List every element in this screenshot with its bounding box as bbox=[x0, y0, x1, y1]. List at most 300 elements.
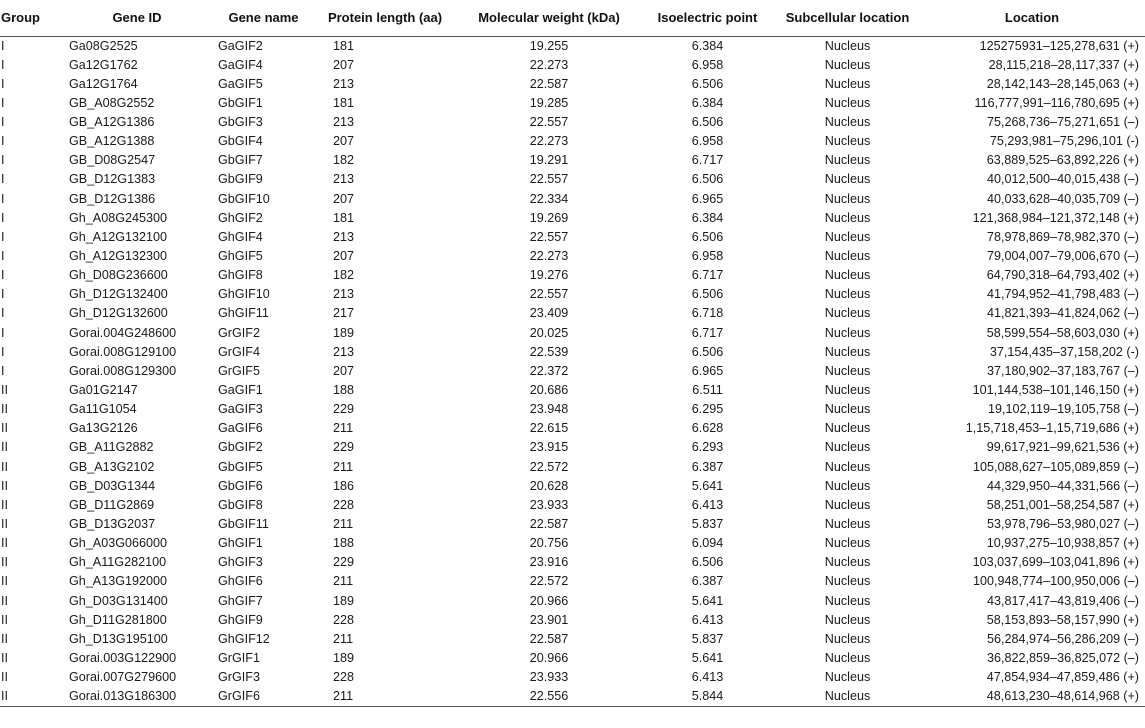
cell-group: II bbox=[1, 459, 8, 474]
cell-isoelectric-point: 6.965 bbox=[691, 363, 724, 378]
cell-subcellular-location: Nucleus bbox=[824, 497, 871, 512]
cell-subcellular-location: Nucleus bbox=[824, 650, 871, 665]
cell-isoelectric-point: 6.718 bbox=[691, 306, 724, 321]
cell-gene-id: Gorai.008G129100 bbox=[69, 344, 177, 359]
cell-gene-name: GrGIF2 bbox=[218, 325, 260, 340]
cell-protein-length: 228 bbox=[333, 670, 355, 685]
cell-gene-name: GhGIF10 bbox=[218, 287, 270, 302]
cell-protein-length: 182 bbox=[333, 153, 355, 168]
cell-subcellular-location: Nucleus bbox=[824, 191, 871, 206]
cell-gene-id: Gorai.004G248600 bbox=[69, 325, 177, 340]
cell-subcellular-location: Nucleus bbox=[824, 612, 871, 627]
cell-gene-id: GB_D13G2037 bbox=[69, 516, 156, 531]
table-header-row bbox=[0, 0, 1145, 36]
cell-molecular-weight: 19.255 bbox=[529, 38, 569, 53]
cell-gene-id: Gh_A12G132300 bbox=[69, 248, 168, 263]
cell-molecular-weight: 22.557 bbox=[529, 287, 569, 302]
cell-protein-length: 211 bbox=[333, 516, 354, 531]
cell-gene-id: Gh_D03G131400 bbox=[69, 593, 168, 608]
table-row bbox=[0, 323, 1145, 342]
cell-molecular-weight: 22.587 bbox=[529, 631, 569, 646]
cell-subcellular-location: Nucleus bbox=[824, 421, 871, 436]
cell-protein-length: 181 bbox=[333, 210, 355, 225]
cell-molecular-weight: 22.557 bbox=[529, 172, 569, 187]
cell-molecular-weight: 22.587 bbox=[529, 76, 569, 91]
cell-location: 53,978,796–53,980,027 (–) bbox=[987, 516, 1139, 531]
table-row bbox=[0, 75, 1145, 94]
cell-gene-id: Ga12G1762 bbox=[69, 57, 138, 72]
cell-gene-name: GhGIF8 bbox=[218, 268, 263, 283]
cell-gene-id: Gh_A03G066000 bbox=[69, 536, 168, 551]
cell-gene-id: Gh_A11G282100 bbox=[69, 555, 167, 570]
cell-gene-name: GrGIF1 bbox=[218, 650, 260, 665]
cell-location: 103,037,699–103,041,896 (+) bbox=[972, 555, 1139, 570]
cell-protein-length: 207 bbox=[333, 191, 355, 206]
cell-location: 78,978,869–78,982,370 (–) bbox=[987, 229, 1139, 244]
cell-group: I bbox=[1, 38, 5, 53]
cell-subcellular-location: Nucleus bbox=[824, 670, 871, 685]
cell-group: I bbox=[1, 287, 5, 302]
cell-group: I bbox=[1, 306, 5, 321]
cell-group: I bbox=[1, 76, 5, 91]
cell-isoelectric-point: 6.506 bbox=[691, 344, 724, 359]
cell-gene-id: Ga12G1764 bbox=[69, 76, 138, 91]
cell-molecular-weight: 22.557 bbox=[529, 114, 569, 129]
header-molecular-weight: Molecular weight (kDa) bbox=[459, 0, 639, 36]
cell-group: I bbox=[1, 344, 5, 359]
table-row bbox=[0, 477, 1145, 496]
cell-group: II bbox=[1, 497, 8, 512]
cell-gene-id: Gh_D08G236600 bbox=[69, 268, 168, 283]
cell-gene-id: Gorai.013G186300 bbox=[58, 687, 216, 707]
cell-protein-length: 213 bbox=[333, 229, 355, 244]
cell-gene-id: GB_D11G2869 bbox=[69, 497, 155, 512]
cell-molecular-weight: 19.276 bbox=[529, 268, 569, 283]
cell-molecular-weight: 23.948 bbox=[529, 402, 569, 417]
cell-subcellular-location: Nucleus bbox=[824, 114, 871, 129]
cell-isoelectric-point: 5.837 bbox=[691, 631, 724, 646]
cell-subcellular-location: Nucleus bbox=[824, 38, 871, 53]
cell-group: I bbox=[1, 134, 5, 149]
cell-gene-id: GB_A08G2552 bbox=[69, 95, 155, 110]
cell-gene-name: GaGIF5 bbox=[218, 76, 263, 91]
cell-gene-name: GbGIF7 bbox=[218, 153, 263, 168]
cell-group: I bbox=[1, 95, 5, 110]
table-row bbox=[0, 113, 1145, 132]
cell-location: 99,617,921–99,621,536 (+) bbox=[986, 440, 1139, 455]
cell-gene-name: GbGIF3 bbox=[218, 114, 263, 129]
cell-location: 121,368,984–121,372,148 (+) bbox=[972, 210, 1139, 225]
cell-protein-length: 213 bbox=[333, 76, 355, 91]
cell-molecular-weight: 22.334 bbox=[529, 191, 569, 206]
cell-gene-name: GhGIF6 bbox=[218, 574, 263, 589]
cell-subcellular-location: Nucleus bbox=[824, 95, 871, 110]
table-row bbox=[0, 668, 1145, 687]
cell-gene-id: Gh_A12G132100 bbox=[69, 229, 168, 244]
cell-gene-id: Gh_D11G281800 bbox=[69, 612, 167, 627]
cell-isoelectric-point: 5.641 bbox=[691, 593, 724, 608]
cell-molecular-weight: 22.572 bbox=[529, 574, 569, 589]
header-location: Location bbox=[919, 0, 1145, 36]
cell-protein-length: 188 bbox=[333, 382, 355, 397]
cell-protein-length: 207 bbox=[333, 57, 355, 72]
cell-isoelectric-point: 6.958 bbox=[691, 134, 724, 149]
cell-location: 58,153,893–58,157,990 (+) bbox=[986, 612, 1139, 627]
cell-group: II bbox=[1, 516, 8, 531]
table-row bbox=[0, 228, 1145, 247]
header-gene-id: Gene ID bbox=[58, 0, 216, 36]
cell-group: I bbox=[1, 248, 5, 263]
table-row bbox=[0, 151, 1145, 170]
cell-gene-name: GhGIF3 bbox=[218, 555, 263, 570]
cell-gene-id: Gh_A08G245300 bbox=[69, 210, 168, 225]
cell-isoelectric-point: 5.641 bbox=[691, 478, 724, 493]
cell-protein-length: 211 bbox=[333, 631, 354, 646]
table-row bbox=[0, 496, 1145, 515]
table-row bbox=[0, 209, 1145, 228]
cell-subcellular-location: Nucleus bbox=[824, 574, 871, 589]
table-row bbox=[0, 304, 1145, 323]
cell-location: 1,15,718,453–1,15,719,686 (+) bbox=[965, 421, 1139, 436]
cell-gene-name: GhGIF2 bbox=[218, 210, 263, 225]
cell-subcellular-location: Nucleus bbox=[824, 268, 871, 283]
cell-protein-length: 211 bbox=[333, 459, 354, 474]
cell-protein-length: 229 bbox=[333, 555, 355, 570]
cell-isoelectric-point: 6.628 bbox=[691, 421, 724, 436]
cell-gene-name: GhGIF5 bbox=[218, 248, 263, 263]
cell-molecular-weight: 20.025 bbox=[529, 325, 569, 340]
cell-isoelectric-point: 6.965 bbox=[691, 191, 724, 206]
cell-protein-length: 229 bbox=[333, 402, 355, 417]
cell-isoelectric-point: 6.094 bbox=[691, 536, 724, 551]
cell-molecular-weight: 23.915 bbox=[529, 440, 569, 455]
cell-isoelectric-point: 6.387 bbox=[691, 574, 724, 589]
cell-location: 10,937,275–10,938,857 (+) bbox=[986, 536, 1139, 551]
cell-location: 63,889,525–63,892,226 (+) bbox=[986, 153, 1139, 168]
cell-group: I bbox=[1, 57, 5, 72]
cell-gene-name: GbGIF8 bbox=[218, 497, 263, 512]
cell-protein-length: 182 bbox=[333, 268, 355, 283]
cell-gene-id: GB_A13G2102 bbox=[69, 459, 155, 474]
cell-molecular-weight: 22.587 bbox=[529, 516, 569, 531]
cell-protein-length: 207 bbox=[333, 134, 355, 149]
cell-gene-id: GB_A11G2882 bbox=[69, 440, 154, 455]
cell-isoelectric-point: 6.384 bbox=[691, 95, 724, 110]
cell-molecular-weight: 19.291 bbox=[529, 153, 569, 168]
cell-group: I bbox=[1, 268, 5, 283]
cell-gene-id: Ga13G2126 bbox=[69, 421, 138, 436]
cell-molecular-weight: 20.756 bbox=[529, 536, 569, 551]
cell-protein-length: 207 bbox=[333, 363, 355, 378]
cell-group: I bbox=[1, 172, 5, 187]
cell-subcellular-location: Nucleus bbox=[824, 516, 871, 531]
cell-gene-id: Gorai.007G279600 bbox=[69, 670, 177, 685]
table-row bbox=[0, 553, 1145, 572]
cell-location: 125275931–125,278,631 (+) bbox=[979, 38, 1139, 53]
cell-group: I bbox=[1, 114, 5, 129]
cell-isoelectric-point: 6.506 bbox=[691, 229, 724, 244]
cell-isoelectric-point: 6.506 bbox=[691, 76, 724, 91]
cell-gene-name: GbGIF11 bbox=[218, 516, 269, 531]
cell-group: II bbox=[1, 612, 8, 627]
cell-protein-length: 181 bbox=[333, 38, 355, 53]
table-row bbox=[0, 94, 1145, 113]
cell-isoelectric-point: 6.717 bbox=[691, 153, 724, 168]
table-row bbox=[0, 457, 1145, 476]
table-row bbox=[0, 611, 1145, 630]
cell-molecular-weight: 23.933 bbox=[529, 497, 569, 512]
cell-molecular-weight: 22.615 bbox=[529, 421, 569, 436]
cell-location: 56,284,974–56,286,209 (–) bbox=[987, 631, 1139, 646]
cell-group: I bbox=[1, 191, 5, 206]
cell-molecular-weight: 23.933 bbox=[529, 670, 569, 685]
cell-gene-id: GB_D12G1386 bbox=[69, 191, 156, 206]
table-row bbox=[0, 649, 1145, 668]
header-isoelectric-point: Isoelectric point bbox=[639, 0, 776, 36]
cell-location: 75,293,981–75,296,101 (-) bbox=[989, 134, 1139, 149]
cell-gene-name: GbGIF10 bbox=[218, 191, 270, 206]
cell-protein-length: 211 bbox=[311, 687, 459, 707]
cell-gene-name: GbGIF9 bbox=[218, 172, 263, 187]
cell-subcellular-location: Nucleus bbox=[824, 57, 871, 72]
cell-protein-length: 217 bbox=[333, 306, 355, 321]
cell-protein-length: 188 bbox=[333, 536, 355, 551]
cell-molecular-weight: 22.372 bbox=[529, 363, 569, 378]
cell-gene-id: GB_A12G1386 bbox=[69, 114, 155, 129]
table-row bbox=[0, 381, 1145, 400]
cell-protein-length: 228 bbox=[333, 497, 355, 512]
table-row bbox=[0, 36, 1145, 56]
cell-gene-name: GrGIF6 bbox=[216, 687, 311, 707]
cell-group: II bbox=[1, 670, 8, 685]
cell-molecular-weight: 23.901 bbox=[529, 612, 569, 627]
cell-protein-length: 228 bbox=[333, 612, 355, 627]
cell-isoelectric-point: 6.506 bbox=[691, 555, 724, 570]
cell-group: II bbox=[1, 536, 8, 551]
cell-protein-length: 189 bbox=[333, 593, 355, 608]
table-row bbox=[0, 343, 1145, 362]
cell-subcellular-location: Nucleus bbox=[824, 402, 871, 417]
cell-protein-length: 189 bbox=[333, 650, 355, 665]
cell-gene-name: GrGIF4 bbox=[218, 344, 260, 359]
cell-protein-length: 211 bbox=[333, 421, 354, 436]
cell-isoelectric-point: 6.295 bbox=[691, 402, 724, 417]
cell-molecular-weight: 22.556 bbox=[459, 687, 639, 707]
cell-location: 43,817,417–43,819,406 (–) bbox=[987, 593, 1139, 608]
cell-subcellular-location: Nucleus bbox=[824, 363, 871, 378]
cell-gene-name: GbGIF6 bbox=[218, 478, 263, 493]
cell-group: II bbox=[1, 421, 8, 436]
cell-gene-id: GB_D03G1344 bbox=[69, 478, 156, 493]
cell-gene-name: GaGIF6 bbox=[218, 421, 263, 436]
cell-gene-id: Gh_A13G192000 bbox=[69, 574, 168, 589]
table-row bbox=[0, 515, 1145, 534]
cell-location: 41,794,952–41,798,483 (–) bbox=[987, 287, 1139, 302]
cell-location: 36,822,859–36,825,072 (–) bbox=[987, 650, 1139, 665]
table-row bbox=[0, 572, 1145, 591]
cell-protein-length: 213 bbox=[333, 287, 355, 302]
cell-group: II bbox=[1, 631, 8, 646]
cell-gene-id: GB_D08G2547 bbox=[69, 153, 156, 168]
cell-group: II bbox=[1, 382, 8, 397]
table-row bbox=[0, 189, 1145, 208]
cell-isoelectric-point: 6.413 bbox=[691, 612, 724, 627]
cell-gene-id: Ga11G1054 bbox=[69, 402, 137, 417]
cell-group: II bbox=[1, 440, 8, 455]
cell-isoelectric-point: 5.844 bbox=[639, 687, 776, 707]
cell-location: 75,268,736–75,271,651 (–) bbox=[987, 114, 1139, 129]
cell-gene-id: GB_D12G1383 bbox=[69, 172, 156, 187]
cell-location: 58,251,001–58,254,587 (+) bbox=[986, 497, 1139, 512]
header-protein-length: Protein length (aa) bbox=[311, 0, 459, 36]
cell-gene-name: GhGIF12 bbox=[218, 631, 270, 646]
table-row bbox=[0, 400, 1145, 419]
cell-location: 64,790,318–64,793,402 (+) bbox=[986, 268, 1139, 283]
cell-gene-name: GhGIF7 bbox=[218, 593, 263, 608]
cell-isoelectric-point: 6.717 bbox=[691, 325, 724, 340]
cell-gene-name: GbGIF4 bbox=[218, 134, 263, 149]
cell-gene-id: Gorai.008G129300 bbox=[69, 363, 177, 378]
cell-isoelectric-point: 6.717 bbox=[691, 268, 724, 283]
table-row bbox=[0, 591, 1145, 610]
cell-location: 40,012,500–40,015,438 (–) bbox=[987, 172, 1139, 187]
cell-isoelectric-point: 6.413 bbox=[691, 670, 724, 685]
cell-subcellular-location: Nucleus bbox=[824, 210, 871, 225]
header-subcellular-location: Subcellular location bbox=[776, 0, 919, 36]
cell-molecular-weight: 19.285 bbox=[529, 95, 569, 110]
cell-group: II bbox=[1, 593, 8, 608]
cell-molecular-weight: 20.966 bbox=[529, 650, 569, 665]
cell-gene-name: GbGIF1 bbox=[218, 95, 263, 110]
cell-protein-length: 213 bbox=[333, 344, 355, 359]
cell-group: II bbox=[1, 650, 8, 665]
table-row bbox=[0, 247, 1145, 266]
table-row bbox=[0, 170, 1145, 189]
cell-subcellular-location: Nucleus bbox=[824, 555, 871, 570]
table-row bbox=[0, 687, 1145, 707]
cell-group: I bbox=[1, 363, 5, 378]
cell-molecular-weight: 20.686 bbox=[529, 382, 569, 397]
cell-molecular-weight: 22.273 bbox=[529, 134, 569, 149]
cell-location: 28,142,143–28,145,063 (+) bbox=[986, 76, 1139, 91]
cell-molecular-weight: 22.539 bbox=[529, 344, 569, 359]
cell-protein-length: 189 bbox=[333, 325, 355, 340]
cell-location: 105,088,627–105,089,859 (–) bbox=[973, 459, 1139, 474]
cell-subcellular-location: Nucleus bbox=[824, 459, 871, 474]
table-row bbox=[0, 56, 1145, 75]
cell-gene-name: GaGIF1 bbox=[218, 382, 263, 397]
cell-isoelectric-point: 6.293 bbox=[691, 440, 724, 455]
cell-subcellular-location: Nucleus bbox=[824, 593, 871, 608]
cell-group: I bbox=[1, 210, 5, 225]
cell-subcellular-location: Nucleus bbox=[824, 172, 871, 187]
table-row bbox=[0, 132, 1145, 151]
table-row bbox=[0, 534, 1145, 553]
cell-isoelectric-point: 6.511 bbox=[692, 382, 723, 397]
cell-molecular-weight: 20.628 bbox=[529, 478, 569, 493]
cell-location: 37,180,902–37,183,767 (–) bbox=[987, 363, 1139, 378]
cell-molecular-weight: 22.557 bbox=[529, 229, 569, 244]
cell-gene-name: GhGIF9 bbox=[218, 612, 263, 627]
cell-isoelectric-point: 6.958 bbox=[691, 57, 724, 72]
cell-gene-id: Ga01G2147 bbox=[69, 382, 138, 397]
cell-protein-length: 211 bbox=[333, 574, 354, 589]
header-gene-name: Gene name bbox=[216, 0, 311, 36]
cell-subcellular-location: Nucleus bbox=[824, 382, 871, 397]
table-row bbox=[0, 285, 1145, 304]
cell-subcellular-location: Nucleus bbox=[824, 134, 871, 149]
table-row bbox=[0, 438, 1145, 457]
cell-gene-id: Gh_D13G195100 bbox=[69, 631, 168, 646]
cell-group: II bbox=[1, 478, 8, 493]
table-row bbox=[0, 419, 1145, 438]
cell-subcellular-location: Nucleus bbox=[824, 287, 871, 302]
cell-subcellular-location: Nucleus bbox=[824, 344, 871, 359]
table-body bbox=[0, 36, 1145, 707]
cell-location: 44,329,950–44,331,566 (–) bbox=[987, 478, 1139, 493]
cell-gene-id: GB_A12G1388 bbox=[69, 134, 155, 149]
cell-isoelectric-point: 6.387 bbox=[691, 459, 724, 474]
cell-molecular-weight: 23.409 bbox=[529, 306, 569, 321]
cell-gene-name: GhGIF4 bbox=[218, 229, 263, 244]
cell-location: 40,033,628–40,035,709 (–) bbox=[987, 191, 1139, 206]
cell-molecular-weight: 23.916 bbox=[529, 555, 569, 570]
cell-group: I bbox=[1, 229, 5, 244]
cell-protein-length: 207 bbox=[333, 248, 355, 263]
cell-gene-id: Gorai.003G122900 bbox=[69, 650, 177, 665]
cell-protein-length: 213 bbox=[333, 172, 355, 187]
cell-subcellular-location: Nucleus bbox=[824, 76, 871, 91]
cell-subcellular-location: Nucleus bbox=[824, 306, 871, 321]
cell-isoelectric-point: 6.506 bbox=[691, 114, 724, 129]
cell-gene-name: GbGIF5 bbox=[218, 459, 263, 474]
cell-subcellular-location: Nucleus bbox=[824, 229, 871, 244]
cell-group: I bbox=[1, 153, 5, 168]
cell-location: 28,115,218–28,117,337 (+) bbox=[988, 57, 1139, 72]
cell-gene-id: Gh_D12G132600 bbox=[69, 306, 168, 321]
cell-gene-name: GhGIF11 bbox=[218, 306, 269, 321]
cell-molecular-weight: 22.273 bbox=[529, 248, 569, 263]
cell-gene-name: GrGIF5 bbox=[218, 363, 260, 378]
cell-protein-length: 229 bbox=[333, 440, 355, 455]
header-group: Group bbox=[0, 0, 58, 36]
cell-subcellular-location: Nucleus bbox=[824, 248, 871, 263]
cell-gene-name: GhGIF1 bbox=[218, 536, 263, 551]
cell-isoelectric-point: 5.837 bbox=[691, 516, 724, 531]
cell-subcellular-location: Nucleus bbox=[824, 478, 871, 493]
table-row bbox=[0, 630, 1145, 649]
cell-group: II bbox=[1, 402, 8, 417]
cell-molecular-weight: 22.273 bbox=[529, 57, 569, 72]
cell-group: II bbox=[0, 687, 58, 707]
cell-location: 48,613,230–48,614,968 (+) bbox=[919, 687, 1145, 707]
cell-isoelectric-point: 6.506 bbox=[691, 172, 724, 187]
cell-location: 58,599,554–58,603,030 (+) bbox=[986, 325, 1139, 340]
cell-isoelectric-point: 6.413 bbox=[691, 497, 724, 512]
table-row bbox=[0, 266, 1145, 285]
cell-subcellular-location: Nucleus bbox=[824, 325, 871, 340]
cell-subcellular-location: Nucleus bbox=[824, 440, 871, 455]
cell-location: 101,144,538–101,146,150 (+) bbox=[972, 382, 1139, 397]
cell-location: 37,154,435–37,158,202 (-) bbox=[989, 344, 1139, 359]
cell-gene-name: GbGIF2 bbox=[218, 440, 263, 455]
cell-gene-name: GrGIF3 bbox=[218, 670, 260, 685]
cell-subcellular-location: Nucleus bbox=[776, 687, 919, 707]
cell-location: 41,821,393–41,824,062 (–) bbox=[987, 306, 1139, 321]
cell-isoelectric-point: 6.384 bbox=[691, 38, 724, 53]
cell-isoelectric-point: 6.384 bbox=[691, 210, 724, 225]
cell-molecular-weight: 19.269 bbox=[529, 210, 569, 225]
